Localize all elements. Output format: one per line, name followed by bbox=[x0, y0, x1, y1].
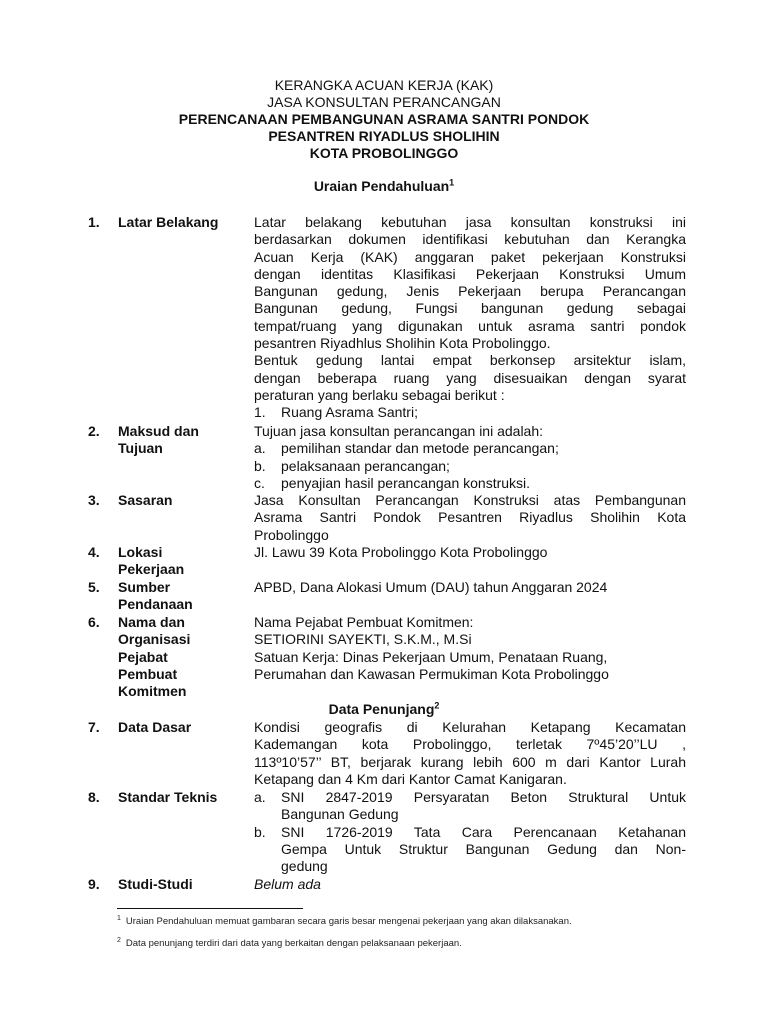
item-label: Lokasi Pekerjaan bbox=[118, 544, 185, 578]
item-number: 2. bbox=[88, 423, 100, 439]
item-content bbox=[254, 876, 686, 893]
item-number: 7. bbox=[88, 719, 100, 735]
item-label: Maksud dan Tujuan bbox=[118, 423, 199, 457]
text-line: Gempa Untuk Struktur Bangunan Gedung dan Non- bbox=[281, 840, 686, 857]
text-line: Bangunan gedung, Fungsi bangunan gedung sebagai bbox=[254, 300, 686, 317]
header-line-1: KERANGKA ACUAN KERJA (KAK) bbox=[274, 77, 494, 93]
list-marker: b. bbox=[254, 823, 266, 840]
item-number: 5. bbox=[88, 579, 100, 595]
item-number: 6. bbox=[88, 614, 100, 630]
item-label: Sasaran bbox=[118, 492, 173, 508]
item-label: Standar Teknis bbox=[118, 789, 218, 805]
text-line: SETIORINI SAYEKTI, S.K.M., M.Si bbox=[254, 631, 472, 648]
footnote-text: Uraian Pendahuluan memuat gambaran secara garis besar mengenai pekerjaan yang akan dilaksanakan. bbox=[125, 916, 572, 927]
footnote-2 bbox=[117, 938, 462, 949]
text-line: 113º10’57’’ BT, berjarak kurang lebih 600 m dari Kantor Lurah bbox=[254, 753, 686, 770]
list-text: pelaksanaan perancangan; bbox=[281, 457, 450, 474]
footnote-ref: 1 bbox=[449, 177, 455, 188]
text-line: pesantren Riyadhlus Sholihin Kota Probolinggo. bbox=[254, 335, 551, 352]
text-line: Latar belakang kebutuhan jasa konsultan konstruksi ini bbox=[254, 214, 686, 230]
item-content bbox=[254, 544, 686, 561]
list-item bbox=[254, 789, 686, 824]
text-line: Jasa Konsultan Perancangan Konstruksi atas Pembangunan bbox=[254, 492, 686, 508]
header-line-5: KOTA PROBOLINGGO bbox=[309, 145, 459, 161]
item-content bbox=[254, 579, 686, 596]
text-line: tempat/ruang yang digunakan untuk asrama santri pondok bbox=[254, 317, 686, 334]
text-line: Bangunan Gedung bbox=[281, 806, 399, 823]
footnote-marker: 1 bbox=[117, 914, 121, 922]
item-label: Data Dasar bbox=[118, 719, 192, 735]
item-content bbox=[254, 423, 686, 492]
section-title-data-penunjang bbox=[0, 701, 768, 717]
text-line: dengan identitas Klasifikasi Pekerjaan Konstruksi Umum bbox=[254, 265, 686, 282]
list-marker: b. bbox=[254, 457, 266, 474]
text-line: APBD, Dana Alokasi Umum (DAU) tahun Anggaran 2024 bbox=[254, 579, 608, 595]
item-label: Latar Belakang bbox=[118, 214, 219, 230]
header-line-3: PERENCANAAN PEMBANGUNAN ASRAMA SANTRI PONDOK bbox=[178, 111, 590, 127]
footnote-ref: 2 bbox=[434, 700, 440, 711]
text-line: gedung bbox=[281, 858, 328, 875]
list-item bbox=[254, 824, 686, 876]
item-number: 1. bbox=[88, 214, 100, 230]
section-title-text: Data Penunjang bbox=[328, 701, 435, 717]
text-line: SNI 1726-2019 Tata Cara Perencanaan Ketahanan bbox=[281, 823, 686, 840]
list-marker: a. bbox=[254, 440, 266, 457]
item-number: 9. bbox=[88, 876, 100, 892]
list-item bbox=[254, 404, 686, 421]
text-line: Acuan Kerja (KAK) anggaran paket pekerjaan Konstruksi bbox=[254, 248, 686, 265]
text-line: dengan beberapa ruang yang disesuaikan dengan syarat bbox=[254, 369, 686, 386]
header-line-2: JASA KONSULTAN PERANCANGAN bbox=[267, 94, 501, 110]
item-content bbox=[254, 614, 686, 683]
item-number: 8. bbox=[88, 789, 100, 805]
item-content bbox=[254, 492, 686, 544]
text-line: Tujuan jasa konsultan perancangan ini adalah: bbox=[254, 423, 544, 439]
item-content bbox=[254, 789, 686, 875]
list-text: pemilihan standar dan metode perancangan; bbox=[281, 440, 559, 457]
item-content bbox=[254, 719, 686, 788]
list-item bbox=[254, 440, 686, 457]
footnote-marker: 2 bbox=[117, 936, 121, 944]
section-title-text: Uraian Pendahuluan bbox=[313, 178, 450, 194]
item-number: 4. bbox=[88, 544, 100, 560]
text-line: Ketapang dan 4 Km dari Kantor Camat Kanigaran. bbox=[254, 770, 567, 787]
text-line: Bangunan gedung, Jenis Pekerjaan berupa Perancangan bbox=[254, 283, 686, 300]
document-header bbox=[0, 77, 768, 162]
list-marker: 1. bbox=[254, 404, 266, 421]
list-marker: c. bbox=[254, 474, 265, 491]
item-label: Studi-Studi bbox=[118, 876, 193, 892]
item-label: Nama dan Organisasi Pejabat Pembuat Komitmen bbox=[118, 614, 191, 700]
text-line: berdasarkan dokumen identifikasi kebutuhan dan Kerangka bbox=[254, 231, 686, 248]
footnote-divider bbox=[117, 908, 303, 909]
text-line: Probolinggo bbox=[254, 526, 329, 543]
footnote-1 bbox=[117, 916, 572, 927]
text-line: Belum ada bbox=[254, 876, 321, 892]
list-item bbox=[254, 475, 686, 492]
item-content bbox=[254, 214, 686, 422]
item-number: 3. bbox=[88, 492, 100, 508]
list-marker: a. bbox=[254, 789, 266, 805]
text-line: Bentuk gedung lantai empat berkonsep arsitektur islam, bbox=[254, 352, 686, 369]
list-item bbox=[254, 458, 686, 475]
header-line-4: PESANTREN RIYADLUS SHOLIHIN bbox=[268, 128, 500, 144]
section-title-uraian bbox=[0, 178, 768, 194]
text-line: Kademangan kota Probolinggo, terletak 7º45’20’’LU , bbox=[254, 736, 686, 753]
text-line: Satuan Kerja: Dinas Pekerjaan Umum, Penataan Ruang, bbox=[254, 648, 608, 665]
item-label: Sumber Pendanaan bbox=[118, 579, 193, 613]
list-text: penyajian hasil perancangan konstruksi. bbox=[281, 474, 531, 491]
text-line: SNI 2847-2019 Persyaratan Beton Struktural Untuk bbox=[281, 789, 686, 805]
list-text: Ruang Asrama Santri; bbox=[281, 404, 418, 421]
text-line: peraturan yang berlaku sebagai berikut : bbox=[254, 386, 505, 403]
text-line: Kondisi geografis di Kelurahan Ketapang Kecamatan bbox=[254, 719, 686, 735]
text-line: Nama Pejabat Pembuat Komitmen: bbox=[254, 614, 474, 630]
text-line: Jl. Lawu 39 Kota Probolinggo Kota Probolinggo bbox=[254, 544, 548, 560]
footnote-text: Data penunjang terdiri dari data yang berkaitan dengan pelaksanaan pekerjaan. bbox=[125, 938, 462, 949]
text-line: Perumahan dan Kawasan Permukiman Kota Probolinggo bbox=[254, 665, 609, 682]
text-line: Asrama Santri Pondok Pesantren Riyadlus Sholihin Kota bbox=[254, 509, 686, 526]
